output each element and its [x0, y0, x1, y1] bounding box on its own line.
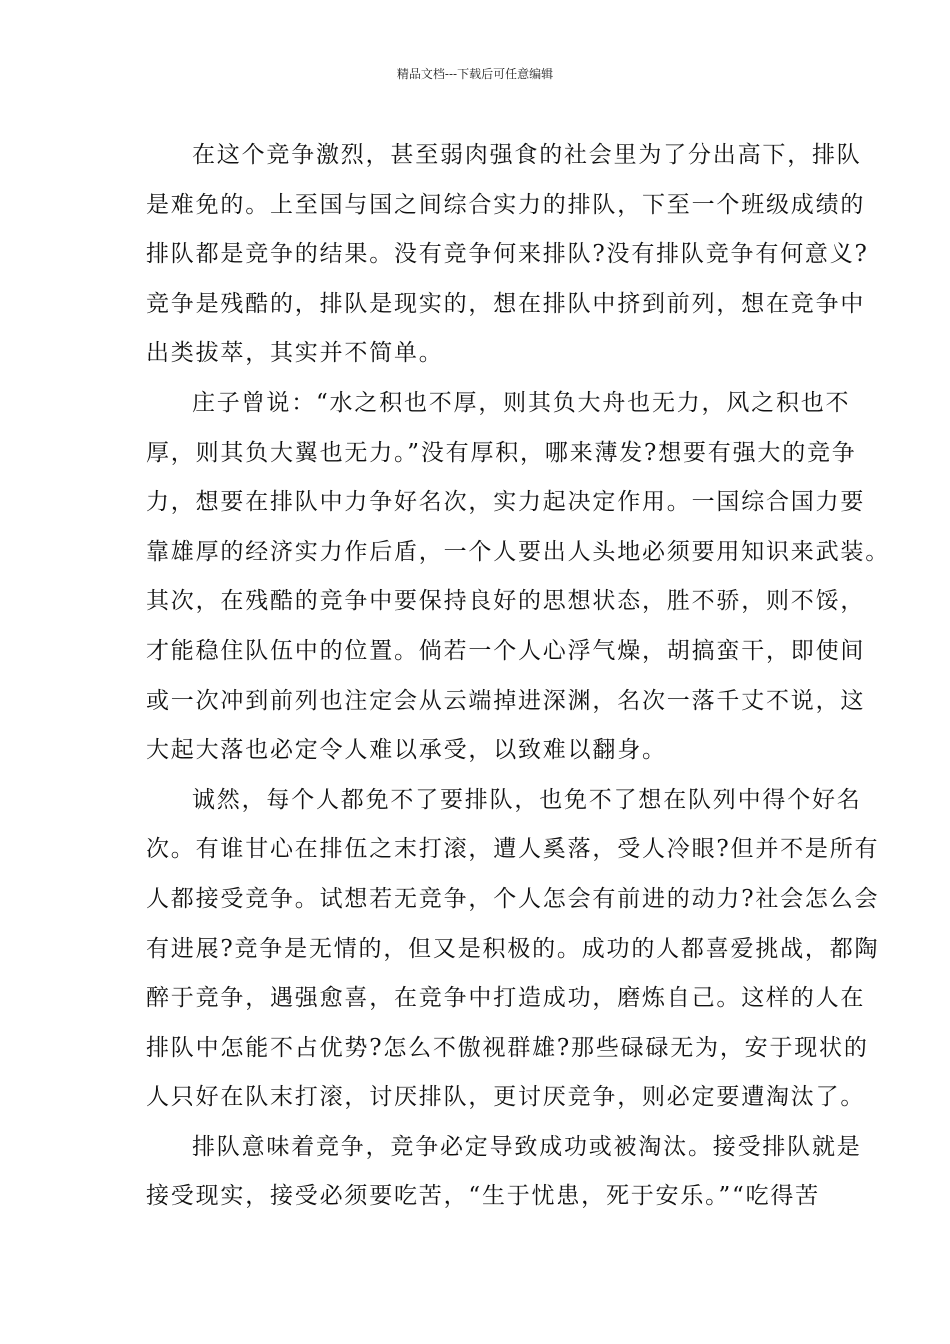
text-line: 厚，则其负大翼也无力。”没有厚积，哪来薄发?想要有强大的竞争 — [146, 439, 857, 466]
text-line: 才能稳住队伍中的位置。倘若一个人心浮气燥，胡搞蛮干，即使间 — [146, 637, 866, 664]
text-line: 大起大落也必定令人难以承受，以致难以翻身。 — [146, 737, 667, 764]
text-line: 诚然，每个人都免不了要排队，也免不了想在队列中得个好名 — [192, 786, 862, 813]
text-line: 力，想要在排队中力争好名次，实力起决定作用。一国综合国力要 — [146, 489, 866, 516]
text-line: 醉于竞争，遇强愈喜，在竞争中打造成功，磨炼自己。这样的人在 — [146, 985, 866, 1012]
text-line: 其次，在残酷的竞争中要保持良好的思想状态，胜不骄，则不馁， — [146, 588, 866, 615]
document-body — [146, 131, 890, 1222]
text-line: 或一次冲到前列也注定会从云端掉进深渊，名次一落千丈不说，这 — [146, 687, 866, 714]
text-line: 人只好在队末打滚，讨厌排队，更讨厌竞争，则必定要遭淘汰了。 — [146, 1084, 866, 1111]
text-line: 靠雄厚的经济实力作后盾，一个人要出人头地必须要用知识来武装。 — [146, 538, 890, 565]
text-line: 排队中怎能不占优势?怎么不傲视群雄?那些碌碌无为，安于现状的 — [146, 1034, 869, 1061]
page-header: 精品文档---下载后可任意编辑 — [396, 67, 554, 81]
text-line: 排队都是竞争的结果。没有竞争何来排队?没有排队竞争有何意义? — [146, 241, 869, 268]
text-line: 是难免的。上至国与国之间综合实力的排队，下至一个班级成绩的 — [146, 191, 866, 218]
text-line: 有进展?竞争是无情的，但又是积极的。成功的人都喜爱挑战，都陶 — [146, 935, 880, 962]
text-line: 次。有谁甘心在排伍之末打滚，遭人奚落，受人冷眼?但并不是所有 — [146, 836, 880, 863]
text-line: 排队意味着竞争，竞争必定导致成功或被淘汰。接受排队就是 — [192, 1133, 862, 1160]
text-line: 庄子曾说：“水之积也不厚，则其负大舟也无力，风之积也不 — [192, 389, 851, 416]
text-line: 在这个竞争激烈，甚至弱肉强食的社会里为了分出高下，排队 — [192, 142, 862, 168]
text-line: 人都接受竞争。试想若无竞争，个人怎会有前进的动力?社会怎么会 — [146, 885, 880, 912]
text-line: 竞争是残酷的，排队是现实的，想在排队中挤到前列，想在竞争中 — [146, 290, 866, 317]
text-line: 接受现实，接受必须要吃苦，“生于忧患，死于安乐。”“吃得苦 — [146, 1183, 820, 1210]
text-line: 出类拔萃，其实并不简单。 — [146, 340, 444, 367]
